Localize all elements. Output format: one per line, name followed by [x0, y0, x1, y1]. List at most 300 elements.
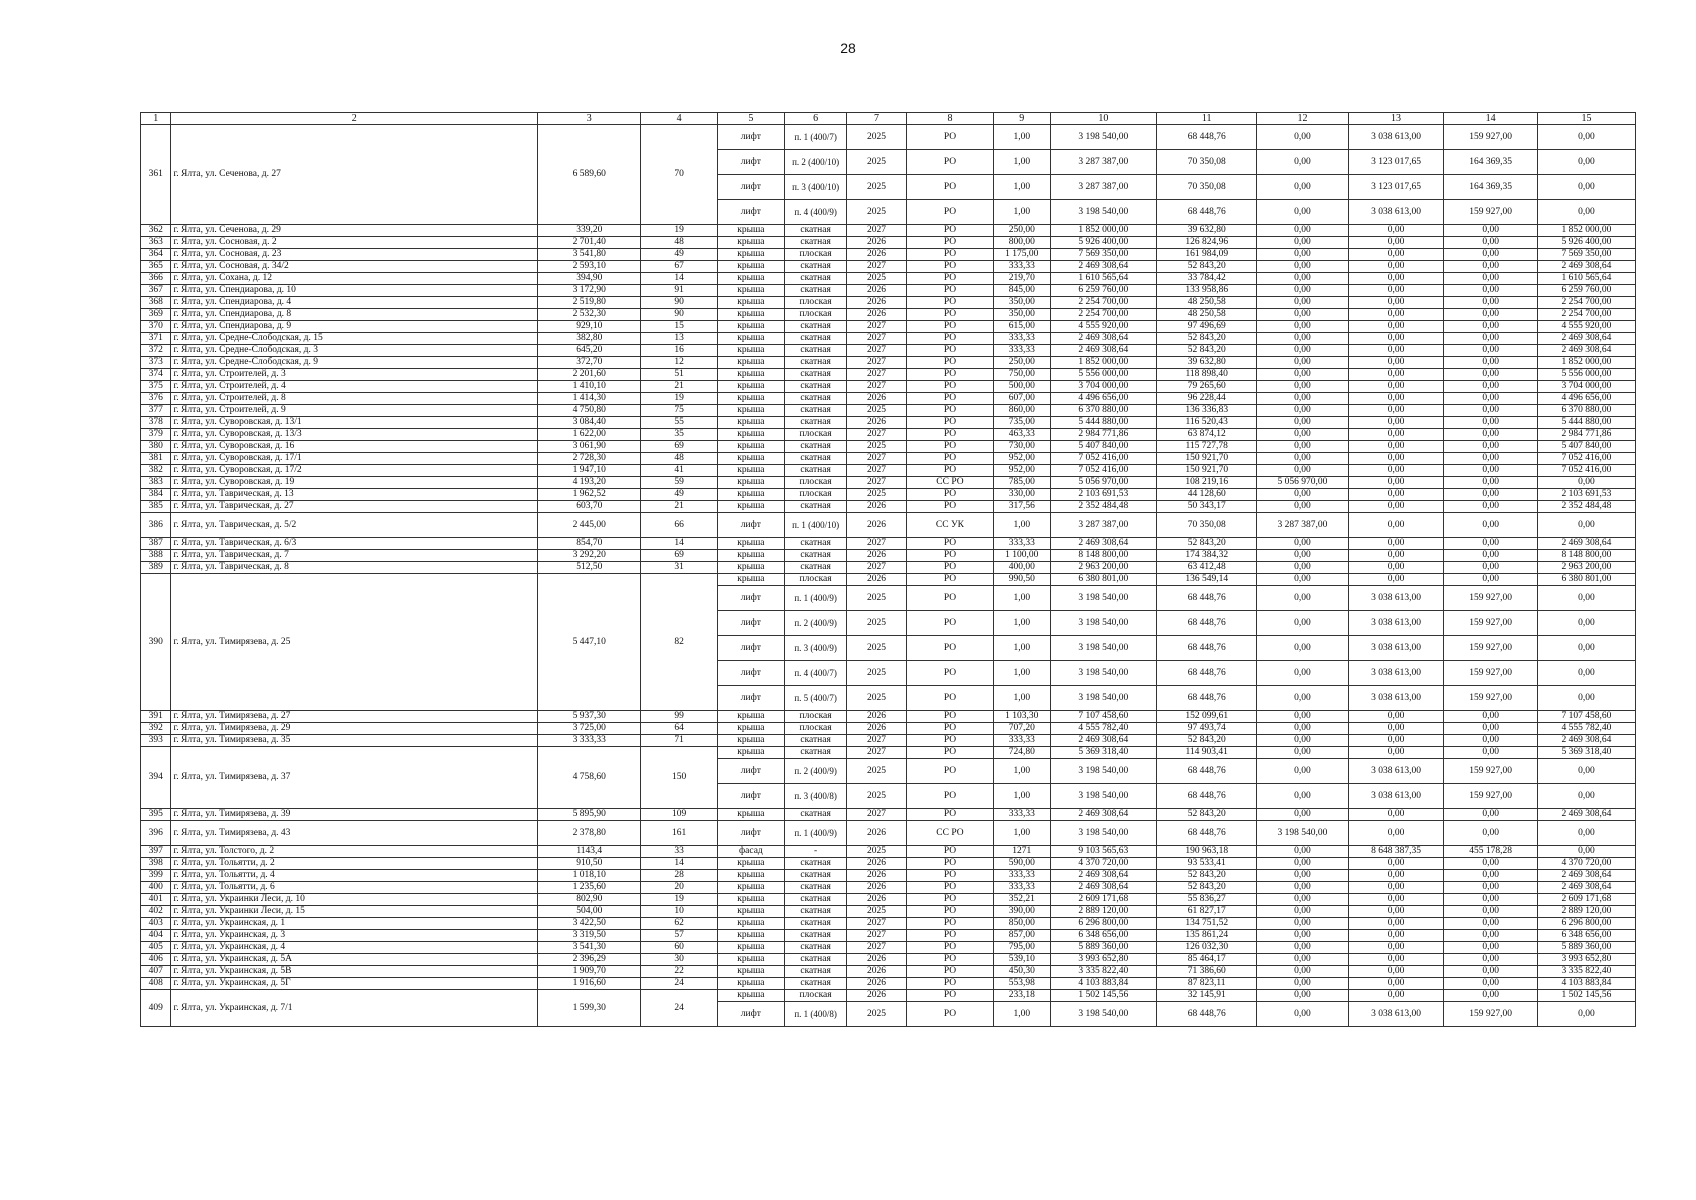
fund-cc: 0,00	[1257, 273, 1348, 285]
total-area: 929,10	[538, 321, 641, 333]
fund-cc: 0,00	[1257, 345, 1348, 357]
fund-cc: 0,00	[1257, 894, 1348, 906]
total-area: 339,20	[538, 225, 641, 237]
header-cell: 2	[171, 113, 538, 125]
volume: 330,00	[993, 489, 1050, 501]
table-row	[141, 333, 1636, 345]
cost-total: 2 889 120,00	[1050, 906, 1157, 918]
element-type: крыша	[717, 405, 784, 417]
volume: 1,00	[993, 175, 1050, 200]
fund-regional: 0,00	[1444, 550, 1538, 562]
fund-ro: 4 555 782,40	[1537, 723, 1635, 735]
fund-ro: 2 469 308,64	[1537, 809, 1635, 821]
fund-cc: 3 198 540,00	[1257, 821, 1348, 846]
cost-total: 2 469 308,64	[1050, 333, 1157, 345]
row-number: 377	[141, 405, 171, 417]
volume: 233,18	[993, 990, 1050, 1002]
fund-cc: 0,00	[1257, 809, 1348, 821]
residents: 19	[641, 894, 717, 906]
year: 2025	[847, 611, 907, 636]
row-number: 361	[141, 125, 171, 225]
volume: 1 175,00	[993, 249, 1050, 261]
row-number: 373	[141, 357, 171, 369]
element-subtype: -	[785, 846, 847, 858]
year: 2026	[847, 309, 907, 321]
address: г. Ялта, ул. Таврическая, д. 5/2	[171, 513, 538, 538]
element-type: крыша	[717, 954, 784, 966]
table-body	[141, 113, 1636, 1027]
fund-ro: 0,00	[1537, 1002, 1635, 1027]
table-row	[141, 735, 1636, 747]
element-subtype: скатная	[785, 441, 847, 453]
fund-cc: 0,00	[1257, 125, 1348, 150]
cost-total: 4 496 656,00	[1050, 393, 1157, 405]
volume: 1271	[993, 846, 1050, 858]
year: 2026	[847, 417, 907, 429]
element-subtype: скатная	[785, 285, 847, 297]
total-area: 372,70	[538, 357, 641, 369]
fund-regional: 0,00	[1444, 966, 1538, 978]
element-subtype: п. 4 (400/7)	[785, 661, 847, 686]
fund-regional: 159 927,00	[1444, 611, 1538, 636]
row-number: 389	[141, 562, 171, 574]
fund-federal: 0,00	[1348, 417, 1444, 429]
funding-source: РО	[906, 562, 993, 574]
fund-ro: 1 610 565,64	[1537, 273, 1635, 285]
volume: 317,56	[993, 501, 1050, 513]
volume: 1,00	[993, 661, 1050, 686]
residents: 82	[641, 574, 717, 711]
fund-federal: 0,00	[1348, 870, 1444, 882]
fund-federal: 0,00	[1348, 942, 1444, 954]
fund-federal: 0,00	[1348, 345, 1444, 357]
year: 2026	[847, 821, 907, 846]
residents: 64	[641, 723, 717, 735]
fund-ro: 0,00	[1537, 125, 1635, 150]
year: 2026	[847, 858, 907, 870]
element-type: крыша	[717, 453, 784, 465]
address: г. Ялта, ул. Тольятти, д. 4	[171, 870, 538, 882]
fund-cc: 0,00	[1257, 297, 1348, 309]
element-subtype: п. 3 (400/10)	[785, 175, 847, 200]
fund-ro: 4 555 920,00	[1537, 321, 1635, 333]
cost-total: 3 993 652,80	[1050, 954, 1157, 966]
table-row	[141, 285, 1636, 297]
cost-total: 1 852 000,00	[1050, 225, 1157, 237]
residents: 22	[641, 966, 717, 978]
element-type: крыша	[717, 429, 784, 441]
fund-regional: 0,00	[1444, 906, 1538, 918]
fund-federal: 0,00	[1348, 321, 1444, 333]
fund-regional: 0,00	[1444, 249, 1538, 261]
residents: 99	[641, 711, 717, 723]
row-number: 405	[141, 942, 171, 954]
year: 2026	[847, 723, 907, 735]
fund-regional: 0,00	[1444, 453, 1538, 465]
address: г. Ялта, ул. Суворовская, д. 17/2	[171, 465, 538, 477]
table-row	[141, 465, 1636, 477]
volume: 1,00	[993, 125, 1050, 150]
element-type: лифт	[717, 175, 784, 200]
total-area: 504,00	[538, 906, 641, 918]
address: г. Ялта, ул. Украинская, д. 5В	[171, 966, 538, 978]
address: г. Ялта, ул. Сеченова, д. 27	[171, 125, 538, 225]
fund-regional: 0,00	[1444, 369, 1538, 381]
cost-specific: 68 448,76	[1157, 759, 1257, 784]
fund-cc: 0,00	[1257, 574, 1348, 586]
cost-specific: 152 099,61	[1157, 711, 1257, 723]
element-subtype: плоская	[785, 249, 847, 261]
table-row	[141, 978, 1636, 990]
element-type: лифт	[717, 1002, 784, 1027]
cost-total: 3 198 540,00	[1050, 1002, 1157, 1027]
address: г. Ялта, ул. Украинская, д. 5Г	[171, 978, 538, 990]
year: 2025	[847, 441, 907, 453]
element-type: крыша	[717, 930, 784, 942]
funding-source: РО	[906, 345, 993, 357]
header-cell: 13	[1348, 113, 1444, 125]
fund-federal: 3 038 613,00	[1348, 636, 1444, 661]
fund-regional: 455 178,28	[1444, 846, 1538, 858]
fund-cc: 0,00	[1257, 441, 1348, 453]
element-type: крыша	[717, 417, 784, 429]
year: 2025	[847, 1002, 907, 1027]
funding-source: РО	[906, 990, 993, 1002]
fund-regional: 159 927,00	[1444, 759, 1538, 784]
table-row	[141, 297, 1636, 309]
cost-specific: 115 727,78	[1157, 441, 1257, 453]
cost-total: 6 296 800,00	[1050, 918, 1157, 930]
cost-total: 5 444 880,00	[1050, 417, 1157, 429]
fund-ro: 2 469 308,64	[1537, 870, 1635, 882]
element-type: крыша	[717, 225, 784, 237]
total-area: 1 599,30	[538, 990, 641, 1027]
table-row	[141, 477, 1636, 489]
funding-source: РО	[906, 661, 993, 686]
table-row	[141, 273, 1636, 285]
fund-regional: 0,00	[1444, 417, 1538, 429]
fund-cc: 0,00	[1257, 747, 1348, 759]
fund-federal: 3 038 613,00	[1348, 125, 1444, 150]
table-row	[141, 930, 1636, 942]
residents: 69	[641, 441, 717, 453]
table-row	[141, 550, 1636, 562]
header-cell: 15	[1537, 113, 1635, 125]
fund-federal: 0,00	[1348, 453, 1444, 465]
total-area: 3 422,50	[538, 918, 641, 930]
residents: 55	[641, 417, 717, 429]
element-subtype: скатная	[785, 465, 847, 477]
year: 2027	[847, 453, 907, 465]
total-area: 2 701,40	[538, 237, 641, 249]
cost-specific: 135 861,24	[1157, 930, 1257, 942]
total-area: 2 519,80	[538, 297, 641, 309]
address: г. Ялта, ул. Спендиарова, д. 8	[171, 309, 538, 321]
row-number: 409	[141, 990, 171, 1027]
volume: 1,00	[993, 200, 1050, 225]
residents: 60	[641, 942, 717, 954]
fund-regional: 0,00	[1444, 918, 1538, 930]
fund-ro: 2 984 771,86	[1537, 429, 1635, 441]
year: 2026	[847, 513, 907, 538]
table-row	[141, 918, 1636, 930]
address: г. Ялта, ул. Украинки Леси, д. 10	[171, 894, 538, 906]
funding-source: РО	[906, 501, 993, 513]
cost-specific: 52 843,20	[1157, 345, 1257, 357]
year: 2027	[847, 562, 907, 574]
fund-regional: 0,00	[1444, 562, 1538, 574]
funding-source: РО	[906, 747, 993, 759]
total-area: 1 414,30	[538, 393, 641, 405]
table-row	[141, 237, 1636, 249]
fund-ro: 1 502 145,56	[1537, 990, 1635, 1002]
table-row	[141, 966, 1636, 978]
element-type: крыша	[717, 574, 784, 586]
total-area: 2 378,80	[538, 821, 641, 846]
table-row	[141, 870, 1636, 882]
row-number: 383	[141, 477, 171, 489]
table-row	[141, 990, 1636, 1002]
header-cell: 11	[1157, 113, 1257, 125]
cost-specific: 161 984,09	[1157, 249, 1257, 261]
fund-regional: 0,00	[1444, 309, 1538, 321]
fund-ro: 5 556 000,00	[1537, 369, 1635, 381]
address: г. Ялта, ул. Строителей, д. 8	[171, 393, 538, 405]
fund-ro: 2 609 171,68	[1537, 894, 1635, 906]
fund-regional: 0,00	[1444, 809, 1538, 821]
element-subtype: скатная	[785, 369, 847, 381]
cost-total: 2 352 484,48	[1050, 501, 1157, 513]
total-area: 1 962,52	[538, 489, 641, 501]
element-type: крыша	[717, 321, 784, 333]
element-type: крыша	[717, 990, 784, 1002]
total-area: 3 541,30	[538, 942, 641, 954]
funding-source: РО	[906, 966, 993, 978]
header-cell: 4	[641, 113, 717, 125]
residents: 28	[641, 870, 717, 882]
year: 2026	[847, 894, 907, 906]
fund-regional: 0,00	[1444, 357, 1538, 369]
year: 2025	[847, 784, 907, 809]
table-row	[141, 894, 1636, 906]
address: г. Ялта, ул. Украинки Леси, д. 15	[171, 906, 538, 918]
cost-specific: 48 250,58	[1157, 309, 1257, 321]
funding-source: РО	[906, 918, 993, 930]
funding-source: РО	[906, 858, 993, 870]
cost-specific: 96 228,44	[1157, 393, 1257, 405]
year: 2025	[847, 846, 907, 858]
cost-specific: 68 448,76	[1157, 661, 1257, 686]
element-subtype: плоская	[785, 723, 847, 735]
volume: 607,00	[993, 393, 1050, 405]
year: 2025	[847, 686, 907, 711]
funding-source: РО	[906, 711, 993, 723]
volume: 1,00	[993, 686, 1050, 711]
funding-source: РО	[906, 809, 993, 821]
residents: 33	[641, 846, 717, 858]
cost-specific: 79 265,60	[1157, 381, 1257, 393]
row-number: 387	[141, 538, 171, 550]
fund-ro: 0,00	[1537, 586, 1635, 611]
fund-cc: 0,00	[1257, 429, 1348, 441]
element-type: крыша	[717, 333, 784, 345]
total-area: 4 758,60	[538, 747, 641, 809]
cost-specific: 68 448,76	[1157, 784, 1257, 809]
fund-regional: 0,00	[1444, 489, 1538, 501]
fund-regional: 159 927,00	[1444, 686, 1538, 711]
volume: 250,00	[993, 225, 1050, 237]
element-type: крыша	[717, 723, 784, 735]
fund-regional: 0,00	[1444, 858, 1538, 870]
year: 2026	[847, 237, 907, 249]
year: 2026	[847, 550, 907, 562]
cost-total: 7 569 350,00	[1050, 249, 1157, 261]
funding-source: РО	[906, 882, 993, 894]
element-type: лифт	[717, 821, 784, 846]
element-type: крыша	[717, 858, 784, 870]
table-row	[141, 942, 1636, 954]
row-number: 382	[141, 465, 171, 477]
element-type: лифт	[717, 661, 784, 686]
fund-cc: 0,00	[1257, 735, 1348, 747]
fund-regional: 159 927,00	[1444, 1002, 1538, 1027]
fund-federal: 0,00	[1348, 513, 1444, 538]
fund-ro: 0,00	[1537, 636, 1635, 661]
volume: 333,33	[993, 735, 1050, 747]
fund-cc: 0,00	[1257, 930, 1348, 942]
fund-cc: 0,00	[1257, 711, 1348, 723]
address: г. Ялта, ул. Сосновая, д. 2	[171, 237, 538, 249]
table-row	[141, 321, 1636, 333]
table-row	[141, 405, 1636, 417]
fund-ro: 0,00	[1537, 477, 1635, 489]
element-type: крыша	[717, 285, 784, 297]
volume: 333,33	[993, 870, 1050, 882]
funding-source: РО	[906, 465, 993, 477]
address: г. Ялта, ул. Тимирязева, д. 27	[171, 711, 538, 723]
year: 2025	[847, 661, 907, 686]
row-number: 394	[141, 747, 171, 809]
year: 2027	[847, 918, 907, 930]
header-cell: 14	[1444, 113, 1538, 125]
fund-federal: 3 038 613,00	[1348, 1002, 1444, 1027]
fund-federal: 0,00	[1348, 285, 1444, 297]
funding-source: РО	[906, 784, 993, 809]
address: г. Ялта, ул. Спендиарова, д. 9	[171, 321, 538, 333]
volume: 952,00	[993, 453, 1050, 465]
address: г. Ялта, ул. Средне-Слободская, д. 15	[171, 333, 538, 345]
address: г. Ялта, ул. Украинская, д. 3	[171, 930, 538, 942]
funding-source: РО	[906, 225, 993, 237]
volume: 219,70	[993, 273, 1050, 285]
element-subtype: скатная	[785, 858, 847, 870]
table-row	[141, 381, 1636, 393]
year: 2026	[847, 249, 907, 261]
element-type: лифт	[717, 586, 784, 611]
row-number: 400	[141, 882, 171, 894]
cost-specific: 134 751,52	[1157, 918, 1257, 930]
fund-ro: 6 370 880,00	[1537, 405, 1635, 417]
cost-total: 1 502 145,56	[1050, 990, 1157, 1002]
volume: 250,00	[993, 357, 1050, 369]
fund-regional: 0,00	[1444, 942, 1538, 954]
address: г. Ялта, ул. Тимирязева, д. 43	[171, 821, 538, 846]
total-area: 394,90	[538, 273, 641, 285]
year: 2027	[847, 809, 907, 821]
fund-cc: 0,00	[1257, 393, 1348, 405]
row-number: 407	[141, 966, 171, 978]
year: 2025	[847, 150, 907, 175]
fund-ro: 0,00	[1537, 150, 1635, 175]
table-row	[141, 538, 1636, 550]
volume: 1,00	[993, 611, 1050, 636]
element-type: лифт	[717, 150, 784, 175]
fund-regional: 0,00	[1444, 882, 1538, 894]
residents: 59	[641, 477, 717, 489]
fund-cc: 0,00	[1257, 309, 1348, 321]
element-type: крыша	[717, 249, 784, 261]
residents: 150	[641, 747, 717, 809]
cost-total: 3 198 540,00	[1050, 686, 1157, 711]
residents: 12	[641, 357, 717, 369]
year: 2027	[847, 930, 907, 942]
element-subtype: скатная	[785, 453, 847, 465]
cost-total: 3 198 540,00	[1050, 661, 1157, 686]
fund-federal: 0,00	[1348, 381, 1444, 393]
volume: 333,33	[993, 538, 1050, 550]
fund-ro: 0,00	[1537, 686, 1635, 711]
address: г. Ялта, ул. Толстого, д. 2	[171, 846, 538, 858]
element-subtype: плоская	[785, 489, 847, 501]
fund-regional: 0,00	[1444, 285, 1538, 297]
table-row	[141, 393, 1636, 405]
address: г. Ялта, ул. Таврическая, д. 6/3	[171, 538, 538, 550]
fund-ro: 6 348 656,00	[1537, 930, 1635, 942]
element-type: лифт	[717, 636, 784, 661]
cost-total: 2 469 308,64	[1050, 882, 1157, 894]
element-subtype: скатная	[785, 954, 847, 966]
fund-cc: 0,00	[1257, 846, 1348, 858]
fund-ro: 2 469 308,64	[1537, 538, 1635, 550]
residents: 48	[641, 453, 717, 465]
fund-cc: 0,00	[1257, 562, 1348, 574]
fund-federal: 0,00	[1348, 821, 1444, 846]
fund-federal: 0,00	[1348, 858, 1444, 870]
element-type: крыша	[717, 894, 784, 906]
fund-cc: 0,00	[1257, 954, 1348, 966]
volume: 333,33	[993, 345, 1050, 357]
cost-total: 8 148 800,00	[1050, 550, 1157, 562]
fund-regional: 0,00	[1444, 711, 1538, 723]
table-row	[141, 501, 1636, 513]
funding-source: РО	[906, 261, 993, 273]
total-area: 6 589,60	[538, 125, 641, 225]
cost-total: 2 469 308,64	[1050, 809, 1157, 821]
fund-ro: 5 926 400,00	[1537, 237, 1635, 249]
fund-regional: 0,00	[1444, 501, 1538, 513]
fund-regional: 0,00	[1444, 821, 1538, 846]
element-type: крыша	[717, 747, 784, 759]
funding-source: РО	[906, 611, 993, 636]
cost-specific: 39 632,80	[1157, 225, 1257, 237]
year: 2027	[847, 381, 907, 393]
cost-total: 6 259 760,00	[1050, 285, 1157, 297]
total-area: 3 084,40	[538, 417, 641, 429]
fund-federal: 0,00	[1348, 574, 1444, 586]
fund-cc: 0,00	[1257, 942, 1348, 954]
element-subtype: скатная	[785, 273, 847, 285]
fund-ro: 6 296 800,00	[1537, 918, 1635, 930]
